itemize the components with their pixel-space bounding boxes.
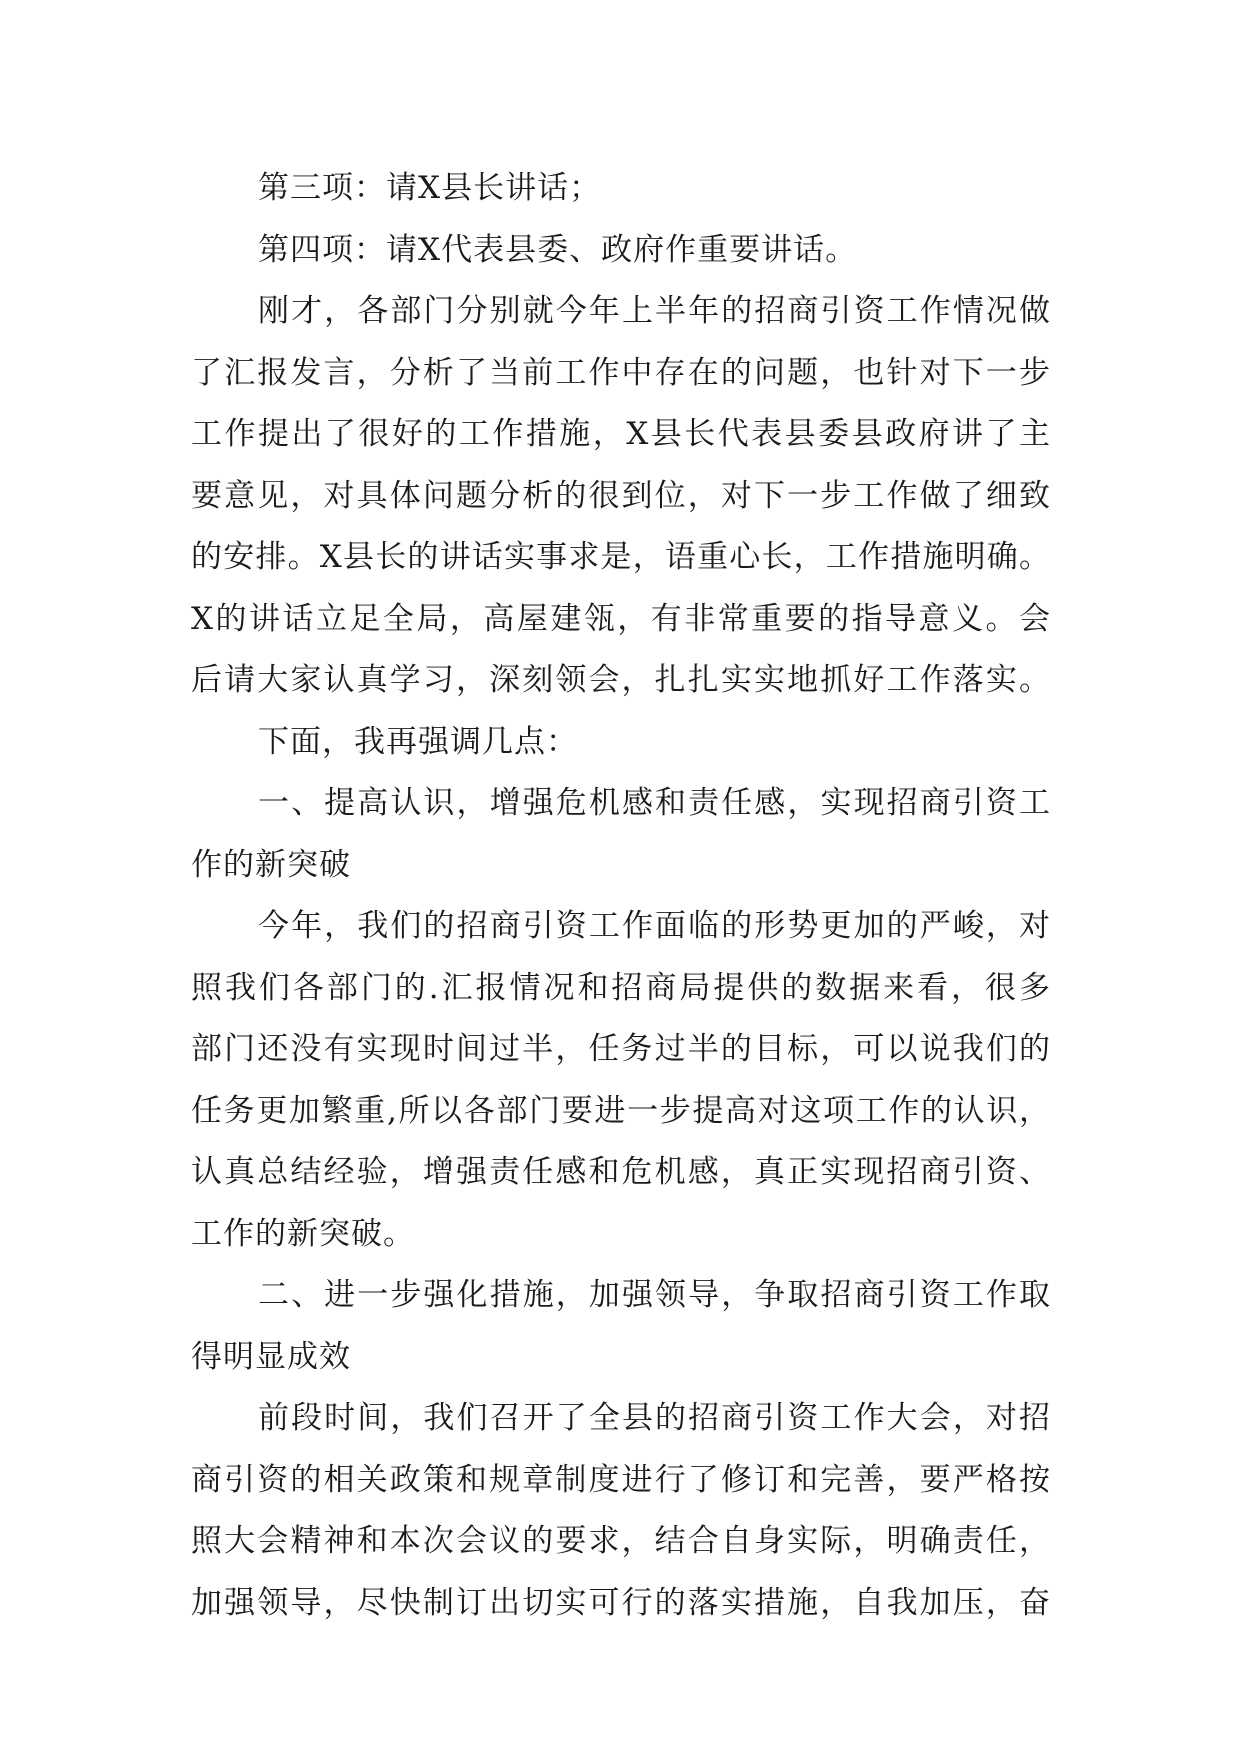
text-line: 作的新突破 — [191, 846, 351, 883]
text-line: 照我们各部门的.汇报情况和招商局提供的数据来看，很多 — [191, 969, 1051, 1006]
text-line: 工作的新突破。 — [191, 1215, 415, 1252]
text-line: 工作提出了很好的工作措施，X县长代表县委县政府讲了主 — [191, 416, 1051, 452]
text-line: 得明显成效 — [191, 1338, 351, 1375]
text-line: 第四项：请X代表县委、政府作重要讲话。 — [258, 231, 858, 268]
text-line: 的安排。X县长的讲话实事求是，语重心长，工作措施明确。 — [191, 539, 1051, 575]
text-line: 了汇报发言，分析了当前工作中存在的问题，也针对下一步 — [191, 354, 1051, 391]
text-line: 第三项：请X县长讲话； — [258, 170, 602, 206]
text-line: 前段时间，我们召开了全县的招商引资工作大会，对招 — [258, 1400, 1051, 1436]
text-line: 认真总结经验，增强责任感和危机感，真正实现招商引资、 — [191, 1154, 1051, 1190]
text-line: 照大会精神和本次会议的要求，结合自身实际，明确责任， — [191, 1523, 1051, 1559]
text-line: 一、提高认识，增强危机感和责任感，实现招商引资工 — [258, 785, 1051, 821]
text-line: 二、进一步强化措施，加强领导，争取招商引资工作取 — [258, 1277, 1051, 1313]
text-line: 商引资的相关政策和规章制度进行了修订和完善，要严格按 — [191, 1461, 1051, 1498]
text-line: X的讲话立足全局，高屋建瓴，有非常重要的指导意义。会 — [191, 600, 1051, 637]
text-line: 刚才，各部门分别就今年上半年的招商引资工作情况做 — [258, 293, 1051, 329]
text-line: 部门还没有实现时间过半，任务过半的目标，可以说我们的 — [191, 1031, 1051, 1067]
text-line: 下面，我再强调几点： — [258, 723, 578, 760]
text-line: 任务更加繁重,所以各部门要进一步提高对这项工作的认识， — [191, 1092, 1051, 1129]
document-body — [191, 158, 1051, 1634]
text-line: 加强领导，尽快制订出切实可行的落实措施，自我加压，奋 — [191, 1584, 1051, 1621]
text-line: 要意见，对具体问题分析的很到位，对下一步工作做了细致 — [191, 477, 1051, 514]
text-line: 今年，我们的招商引资工作面临的形势更加的严峻，对 — [258, 908, 1051, 944]
text-line: 后请大家认真学习，深刻领会，扎扎实实地抓好工作落实。 — [191, 662, 1051, 698]
